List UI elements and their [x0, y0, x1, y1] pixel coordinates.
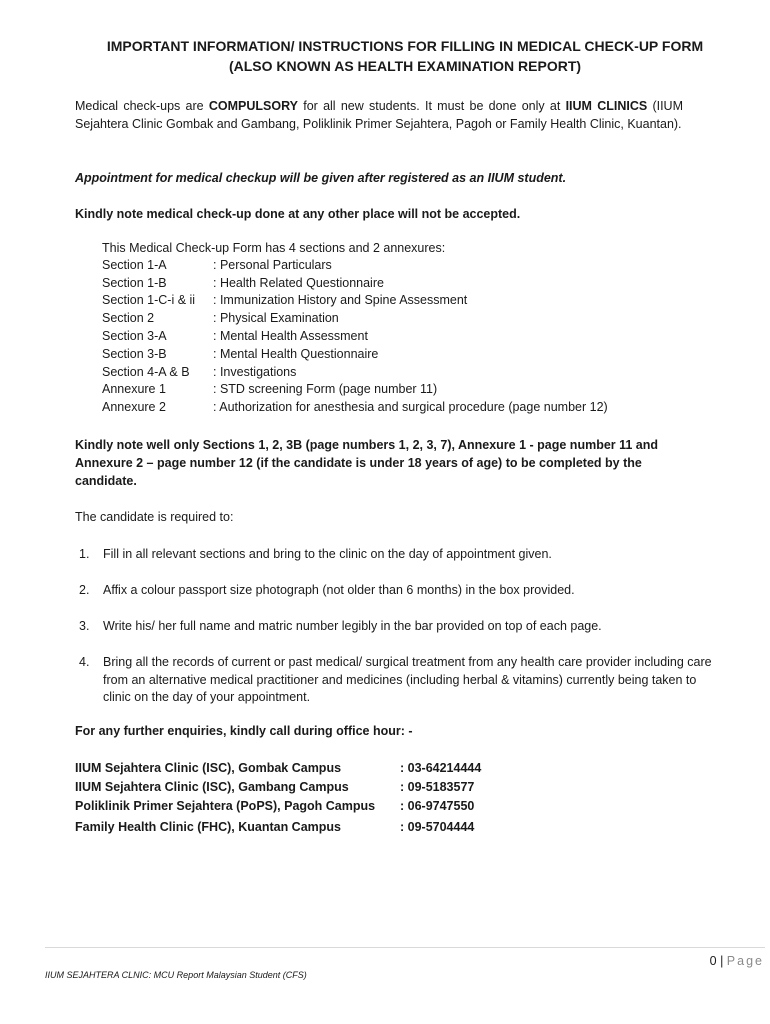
- list-text: Write his/ her full name and matric number legibly in the bar provided on top of each page.: [103, 619, 602, 633]
- annexure-desc: : STD screening Form (page number 11): [213, 382, 438, 396]
- list-number: 3.: [79, 619, 90, 633]
- clinic-name: Poliklinik Primer Sejahtera (PoPS), Pagoh Campus: [75, 799, 376, 813]
- section-name: Section 4-A & B: [102, 365, 190, 379]
- footer-divider: [45, 947, 765, 948]
- list-text: Fill in all relevant sections and bring to the clinic on the day of appointment given.: [103, 547, 552, 561]
- annexure-desc: : Authorization for anesthesia and surgical procedure (page number 12): [213, 400, 608, 414]
- section-name: Section 2: [102, 311, 155, 325]
- annexure-name: Annexure 2: [102, 400, 166, 414]
- page-number-separator: |: [720, 954, 724, 968]
- sections-intro: This Medical Check-up Form has 4 sections and 2 annexures:: [102, 241, 446, 255]
- clinic-contact-row: [75, 799, 475, 813]
- clinic-contact-row: [75, 820, 475, 834]
- compulsory-text: COMPULSORY: [208, 99, 298, 113]
- page-number-value: 0: [709, 954, 717, 968]
- list-number: 2.: [79, 583, 90, 597]
- appointment-note: Appointment for medical checkup will be given after registered as an IIUM student.: [75, 171, 567, 185]
- clinic-name: IIUM Sejahtera Clinic (ISC), Gambang Campus: [75, 780, 349, 794]
- candidate-sections-note: Kindly note well only Sections 1, 2, 3B (page numbers 1, 2, 3, 7), Annexure 1 - page number 11 and Annexure 2 – page number 12 (if the candidate is under 18 years of age) to be completed by the candidate.: [75, 438, 659, 488]
- footer-text: IIUM SEJAHTERA CLNIC: MCU Report Malaysian Student (CFS): [45, 970, 307, 980]
- iium-clinics-text: IIUM CLINICS: [565, 99, 648, 113]
- other-place-note: Kindly note medical check-up done at any other place will not be accepted.: [75, 207, 521, 221]
- section-desc: : Physical Examination: [213, 311, 339, 325]
- section-desc: : Personal Particulars: [213, 258, 332, 272]
- list-number: 1.: [79, 547, 90, 561]
- title-line-2: (ALSO KNOWN AS HEALTH EXAMINATION REPORT): [228, 58, 582, 74]
- clinic-contact-row: [75, 761, 482, 775]
- annexure-name: Annexure 1: [102, 382, 166, 396]
- clinic-name: IIUM Sejahtera Clinic (ISC), Gombak Campus: [75, 761, 342, 775]
- page-title: [60, 36, 750, 76]
- clinic-phone: : 09-5704444: [400, 820, 475, 834]
- section-desc: : Health Related Questionnaire: [213, 276, 384, 290]
- section-name: Section 3-A: [102, 329, 167, 343]
- candidate-required-text: The candidate is required to:: [75, 510, 234, 524]
- intro-paragraph: [75, 97, 683, 133]
- page-number: [710, 954, 764, 968]
- clinic-name: Family Health Clinic (FHC), Kuantan Campus: [75, 820, 342, 834]
- section-desc: : Mental Health Assessment: [213, 329, 368, 343]
- clinic-contact-row: [75, 780, 475, 794]
- intro-text-2: for all new students. It must be done only at: [297, 99, 566, 113]
- list-number: 4.: [79, 655, 90, 669]
- intro-text-3: (IIUM Sejahtera Clinic Gombak and Gambang, Poliklinik Primer Sejahtera, Pagoh or Family Health Clinic, Kuantan).: [75, 99, 683, 131]
- intro-text-1: Medical check-ups are: [75, 99, 209, 113]
- section-name: Section 1-A: [102, 258, 167, 272]
- page-label: Page: [726, 954, 764, 968]
- section-name: Section 1-C-i & ii: [102, 293, 196, 307]
- enquiries-heading: For any further enquiries, kindly call during office hour: -: [75, 724, 413, 738]
- clinic-phone: : 03-64214444: [400, 761, 482, 775]
- list-text: Affix a colour passport size photograph (not older than 6 months) in the box provided.: [103, 583, 575, 597]
- section-desc: : Investigations: [213, 365, 297, 379]
- clinic-phone: : 09-5183577: [400, 780, 475, 794]
- title-line-1: IMPORTANT INFORMATION/ INSTRUCTIONS FOR FILLING IN MEDICAL CHECK-UP FORM: [106, 38, 704, 54]
- section-name: Section 1-B: [102, 276, 167, 290]
- section-desc: : Immunization History and Spine Assessment: [213, 293, 468, 307]
- section-name: Section 3-B: [102, 347, 167, 361]
- list-text: Bring all the records of current or past medical/ surgical treatment from any health care provider including care from an alternative medical practitioner and medicines (including herbal & vitamins) currently being taken to clinic on the day of your appointment.: [103, 655, 712, 704]
- clinic-phone: : 06-9747550: [400, 799, 475, 813]
- section-desc: : Mental Health Questionnaire: [213, 347, 379, 361]
